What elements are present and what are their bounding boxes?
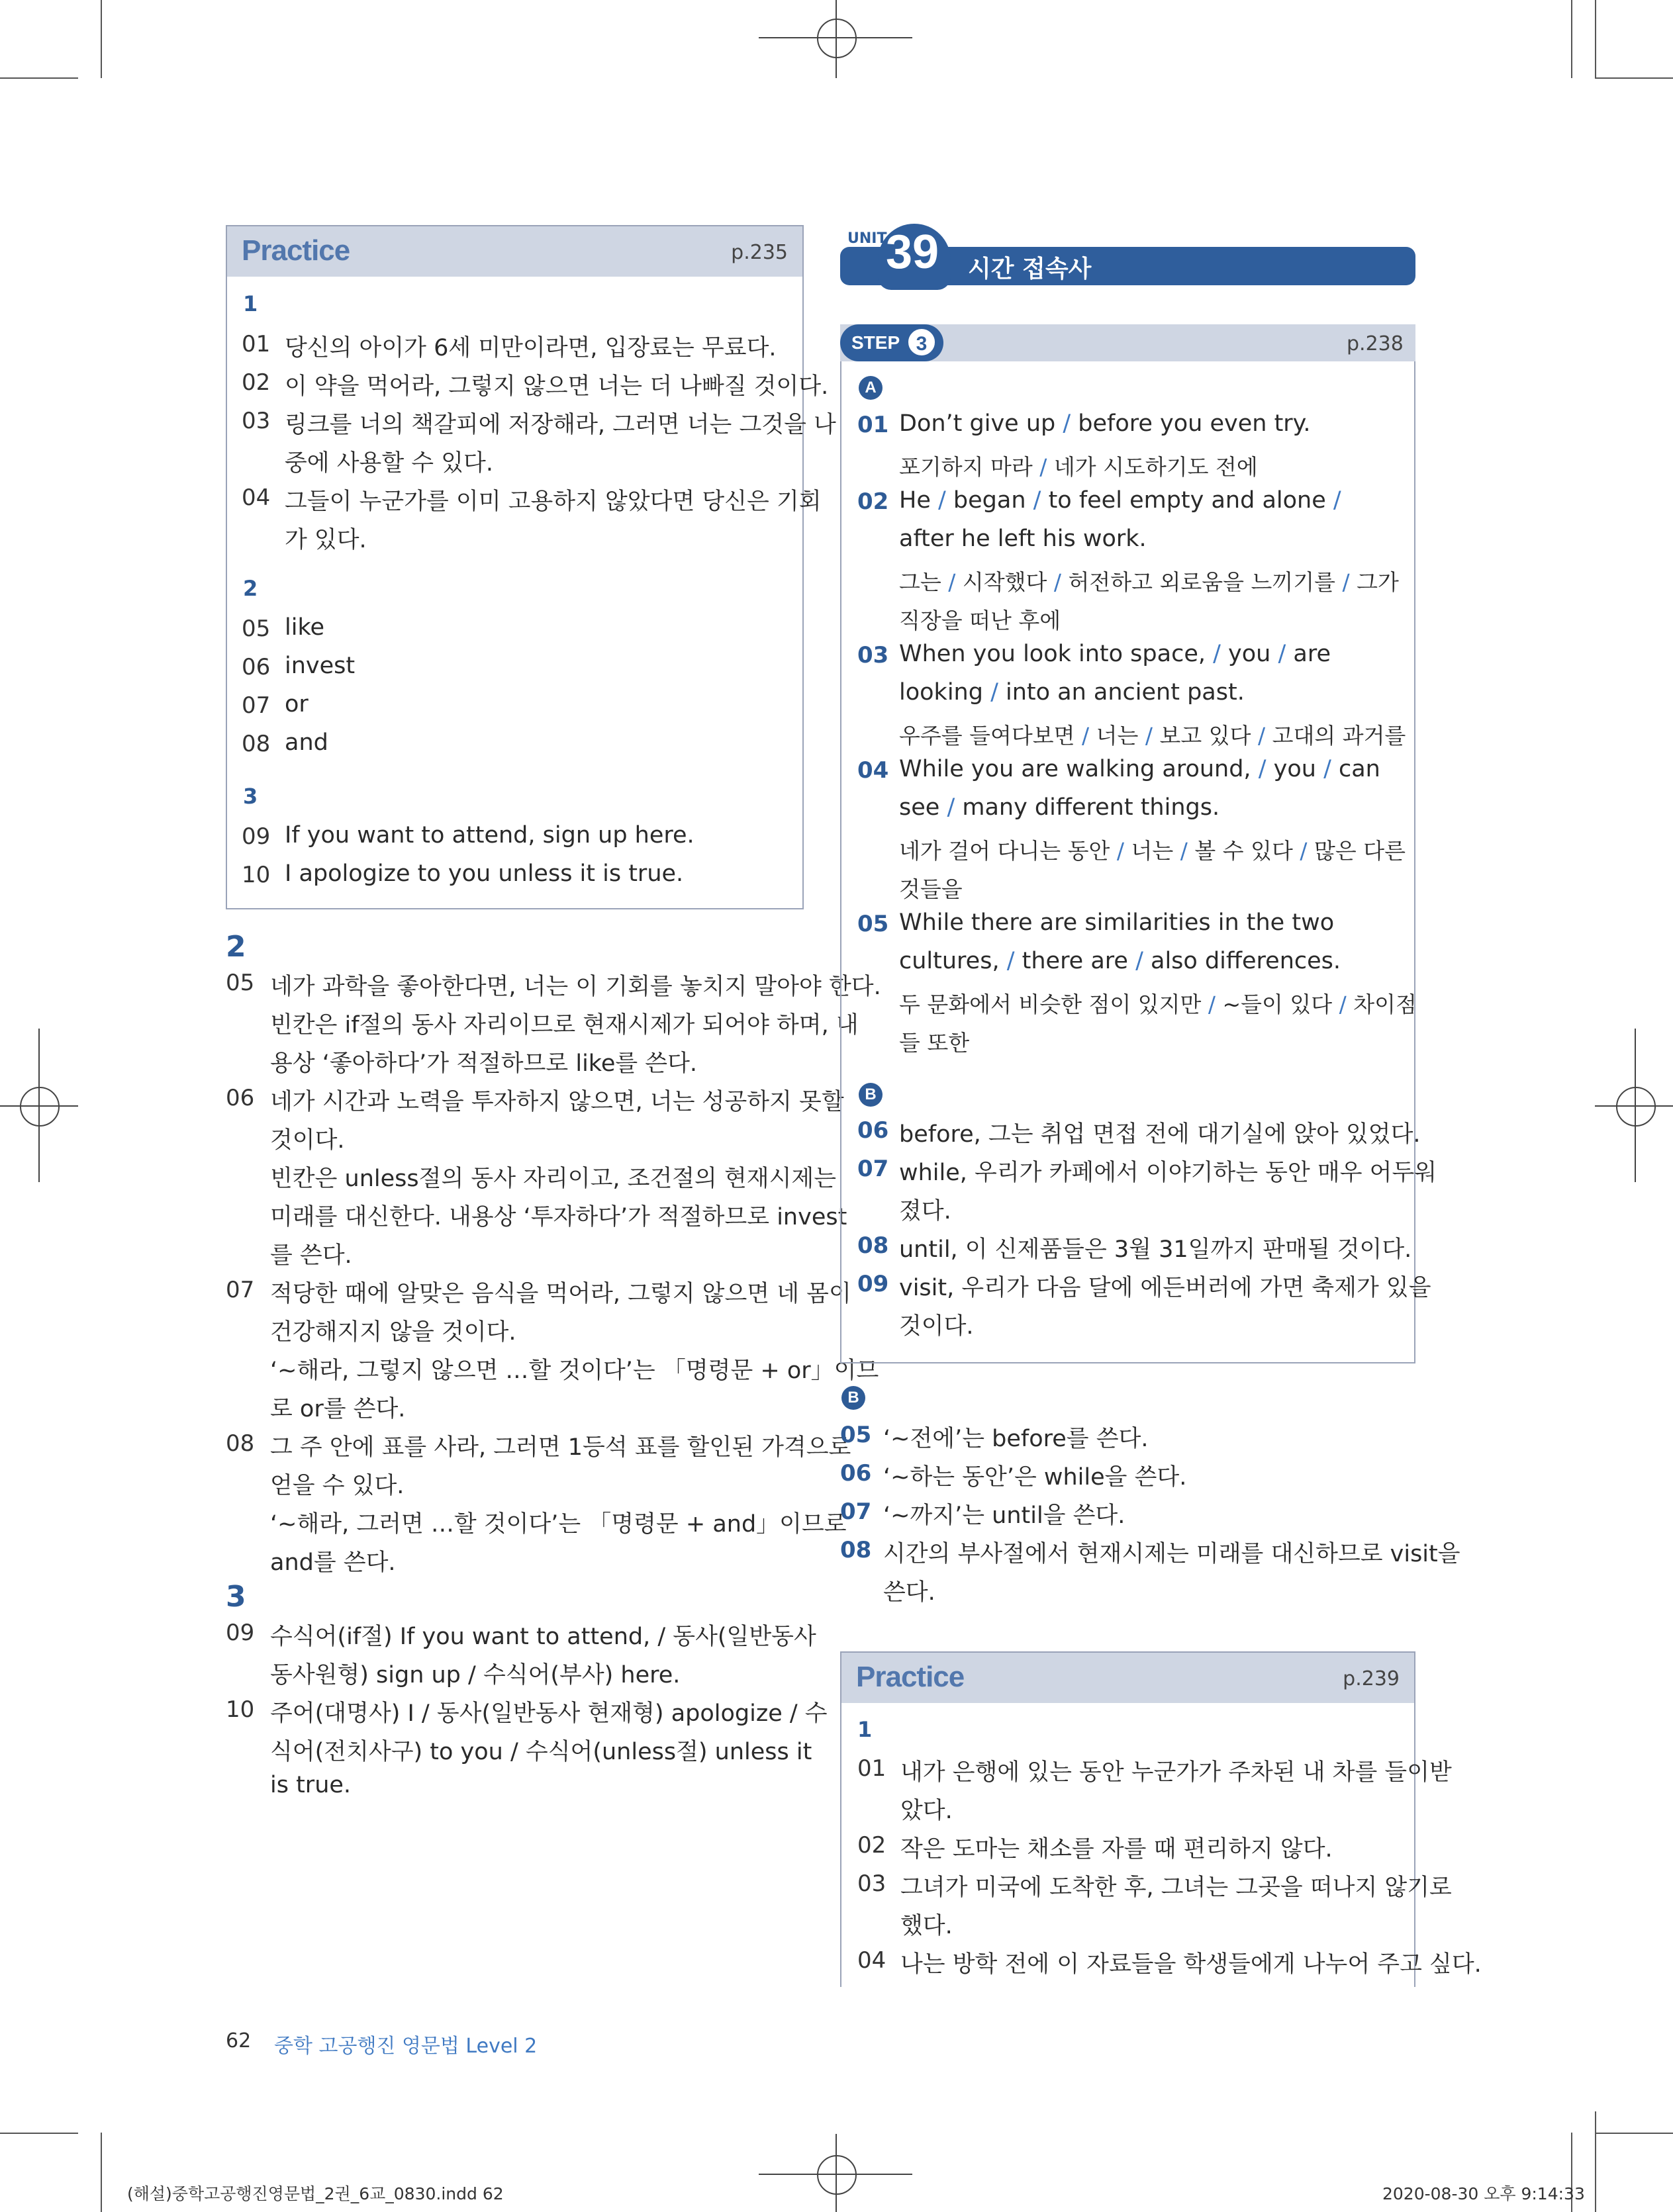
slash-separator: / bbox=[1333, 487, 1341, 514]
item-text: 건강해지지 않을 것이다. bbox=[270, 1319, 516, 1346]
slash-separator: / bbox=[1135, 948, 1143, 974]
item-number: 06 bbox=[857, 1117, 889, 1144]
slash-separator: / bbox=[990, 679, 998, 706]
item-text: ‘~하는 동안’은 while을 쓴다. bbox=[883, 1464, 1187, 1491]
slash-separator: / bbox=[1258, 723, 1266, 749]
page-reference: p.235 bbox=[731, 241, 788, 264]
section-label: 3 bbox=[243, 784, 258, 809]
item-text: 것이다. bbox=[899, 1313, 974, 1340]
item-text: 링크를 너의 책갈피에 저장해라, 그러면 너는 그것을 나 bbox=[285, 412, 836, 438]
item-number: 04 bbox=[857, 757, 889, 784]
item-number: 05 bbox=[857, 911, 889, 937]
item-text: 식어(전치사구) to you / 수식어(unless절) unless it bbox=[270, 1739, 812, 1765]
item-number: 08 bbox=[857, 1232, 889, 1259]
book-title: 중학 고공행진 영문법 Level 2 bbox=[274, 2035, 538, 2058]
item-text: 그녀가 미국에 도착한 후, 그녀는 그곳을 떠나지 않기로 bbox=[900, 1874, 1452, 1901]
item-text: 로 or를 쓴다. bbox=[270, 1396, 406, 1422]
item-number: 05 bbox=[226, 970, 255, 996]
item-text: 그 주 안에 표를 사라, 그러면 1등석 표를 할인된 가격으로 bbox=[270, 1434, 851, 1461]
item-number: 07 bbox=[857, 1156, 889, 1182]
item-number: 09 bbox=[857, 1271, 889, 1297]
item-number: 05 bbox=[242, 616, 271, 642]
page-reference: p.238 bbox=[1347, 332, 1404, 355]
section-badge-b: B bbox=[841, 1386, 865, 1410]
slash-separator: / bbox=[1323, 756, 1331, 782]
item-number: 09 bbox=[226, 1620, 255, 1646]
step-number: 3 bbox=[906, 327, 937, 357]
item-text: invest bbox=[285, 653, 356, 679]
item-text: 내가 은행에 있는 동안 누군가가 주차된 내 차를 들이받 bbox=[900, 1759, 1452, 1786]
english-line: While you are walking around, / you / can bbox=[899, 756, 1380, 782]
item-text: while, 우리가 카페에서 이야기하는 동안 매우 어두워 bbox=[899, 1160, 1437, 1186]
english-line: after he left his work. bbox=[899, 526, 1147, 552]
korean-line: 직장을 떠난 후에 bbox=[899, 608, 1061, 633]
unit-title: 시간 접속사 bbox=[968, 255, 1092, 283]
step-label: STEP bbox=[851, 332, 900, 353]
korean-line: 포기하지 마라 / 네가 시도하기도 전에 bbox=[899, 454, 1258, 480]
slash-separator: / bbox=[948, 569, 956, 595]
crop-mark bbox=[1595, 2111, 1596, 2212]
item-text: or bbox=[285, 691, 309, 717]
item-text: 았다. bbox=[900, 1798, 953, 1824]
item-number: 06 bbox=[242, 654, 271, 680]
item-text: visit, 우리가 다음 달에 에든버러에 가면 축제가 있을 bbox=[899, 1275, 1431, 1301]
section-badge-b: B bbox=[859, 1083, 883, 1107]
item-text: I apologize to you unless it is true. bbox=[285, 860, 684, 887]
item-text: 빈칸은 unless절의 동사 자리이고, 조건절의 현재시제는 bbox=[270, 1166, 837, 1192]
item-text: 당신의 아이가 6세 미만이라면, 입장료는 무료다. bbox=[285, 335, 777, 361]
registration-mark bbox=[1616, 1087, 1656, 1127]
registration-mark bbox=[817, 19, 857, 58]
practice-header bbox=[227, 226, 802, 277]
english-line: cultures, / there are / also differences. bbox=[899, 948, 1341, 974]
section-label: 1 bbox=[243, 291, 258, 316]
slash-separator: / bbox=[1033, 487, 1041, 514]
registration-line bbox=[38, 1029, 40, 1182]
registration-mark bbox=[817, 2155, 857, 2195]
korean-line: 네가 걸어 다니는 동안 / 너는 / 볼 수 있다 / 많은 다른 bbox=[899, 838, 1406, 864]
korean-line: 우주를 들여다보면 / 너는 / 보고 있다 / 고대의 과거를 bbox=[899, 723, 1406, 749]
practice-header bbox=[841, 1653, 1414, 1703]
item-text: 했다. bbox=[900, 1913, 953, 1939]
crop-mark bbox=[0, 2133, 78, 2134]
item-number: 09 bbox=[242, 823, 271, 850]
registration-line bbox=[1635, 1029, 1636, 1182]
item-text: 졌다. bbox=[899, 1198, 951, 1224]
unit-number: 39 bbox=[886, 226, 939, 279]
crop-mark bbox=[1571, 0, 1572, 78]
item-text: until, 이 신제품들은 3월 31일까지 판매될 것이다. bbox=[899, 1236, 1412, 1263]
item-text: 얻을 수 있다. bbox=[270, 1473, 405, 1499]
item-number: 01 bbox=[242, 331, 271, 357]
item-text: 주어(대명사) I / 동사(일반동사 현재형) apologize / 수 bbox=[270, 1700, 828, 1727]
crop-mark bbox=[1595, 2133, 1673, 2134]
slash-separator: / bbox=[947, 794, 955, 821]
registration-mark bbox=[20, 1087, 60, 1127]
item-number: 04 bbox=[857, 1947, 886, 1974]
item-text: 수식어(if절) If you want to attend, / 동사(일반동사 bbox=[270, 1624, 816, 1650]
item-number: 07 bbox=[840, 1498, 872, 1525]
crop-mark bbox=[0, 77, 78, 79]
item-text: 시간의 부사절에서 현재시제는 미래를 대신하므로 visit을 bbox=[883, 1541, 1460, 1567]
slash-separator: / bbox=[1339, 991, 1347, 1017]
english-line: When you look into space, / you / are bbox=[899, 641, 1331, 667]
item-number: 02 bbox=[242, 369, 271, 396]
item-text: 가 있다. bbox=[285, 527, 367, 553]
item-number: 08 bbox=[226, 1430, 255, 1457]
item-number: 01 bbox=[857, 1755, 886, 1782]
slash-separator: / bbox=[1180, 838, 1188, 864]
korean-line: 것들을 bbox=[899, 876, 963, 902]
item-text: before, 그는 취업 면접 전에 대기실에 앉아 있었다. bbox=[899, 1121, 1421, 1148]
english-line: Don’t give up / before you even try. bbox=[899, 410, 1311, 437]
crop-mark bbox=[1595, 0, 1596, 78]
slash-separator: / bbox=[1342, 569, 1350, 595]
english-line: While there are similarities in the two bbox=[899, 909, 1335, 936]
item-number: 02 bbox=[857, 488, 889, 515]
item-number: 06 bbox=[840, 1460, 872, 1487]
english-line: looking / into an ancient past. bbox=[899, 679, 1245, 706]
item-number: 08 bbox=[242, 731, 271, 757]
item-number: 10 bbox=[242, 862, 271, 888]
item-text: 네가 과학을 좋아한다면, 너는 이 기회를 놓치지 말아야 한다. bbox=[270, 974, 881, 1000]
item-text: like bbox=[285, 614, 325, 641]
slash-separator: / bbox=[1300, 838, 1308, 864]
print-timestamp: 2020-08-30 오후 9:14:33 bbox=[1382, 2184, 1585, 2203]
slash-separator: / bbox=[1116, 838, 1124, 864]
item-number: 07 bbox=[226, 1277, 255, 1303]
item-text: ‘~해라, 그러면 …할 것이다’는 「명령문 + and」이므로 bbox=[270, 1511, 847, 1538]
item-text: is true. bbox=[270, 1772, 352, 1798]
section-label: 1 bbox=[857, 1717, 873, 1742]
registration-line bbox=[1595, 1105, 1673, 1107]
english-line: He / began / to feel empty and alone / bbox=[899, 487, 1341, 514]
section-badge-a: A bbox=[859, 376, 883, 400]
item-number: 06 bbox=[226, 1085, 255, 1111]
item-text: If you want to attend, sign up here. bbox=[285, 822, 694, 849]
item-number: 07 bbox=[242, 692, 271, 719]
item-number: 04 bbox=[242, 484, 271, 511]
registration-line bbox=[836, 2134, 837, 2212]
korean-line: 두 문화에서 비슷한 점이 있지만 / ~들이 있다 / 차이점 bbox=[899, 991, 1417, 1017]
korean-line: 들 또한 bbox=[899, 1030, 970, 1056]
practice-title: Practice bbox=[242, 234, 350, 267]
registration-line bbox=[836, 0, 837, 78]
item-text: 중에 사용할 수 있다. bbox=[285, 450, 493, 477]
item-number: 10 bbox=[226, 1696, 255, 1723]
item-number: 01 bbox=[857, 412, 889, 438]
section-label: 2 bbox=[243, 576, 258, 601]
item-text: ‘~까지’는 until을 쓴다. bbox=[883, 1502, 1125, 1529]
item-text: 이 약을 먹어라, 그렇지 않으면 너는 더 나빠질 것이다. bbox=[285, 373, 829, 400]
slash-separator: / bbox=[1208, 991, 1216, 1017]
item-text: 나는 방학 전에 이 자료들을 학생들에게 나누어 주고 싶다. bbox=[900, 1951, 1482, 1978]
page-number: 62 bbox=[226, 2029, 252, 2052]
slash-separator: / bbox=[1039, 454, 1047, 480]
page-reference: p.239 bbox=[1343, 1667, 1400, 1690]
slash-separator: / bbox=[1278, 641, 1286, 667]
item-number: 03 bbox=[242, 408, 271, 434]
item-number: 08 bbox=[840, 1537, 872, 1563]
item-text: 를 쓴다. bbox=[270, 1242, 352, 1269]
slash-separator: / bbox=[1145, 723, 1153, 749]
item-text: and를 쓴다. bbox=[270, 1549, 396, 1576]
item-text: 빈칸은 if절의 동사 자리이므로 현재시제가 되어야 하며, 내 bbox=[270, 1012, 859, 1038]
file-slug: (해설)중학고공행진영문법_2권_6교_0830.indd 62 bbox=[127, 2184, 504, 2203]
item-number: 05 bbox=[840, 1422, 872, 1448]
item-text: 쓴다. bbox=[883, 1579, 935, 1606]
unit-label: UNIT bbox=[847, 230, 887, 247]
crop-mark bbox=[101, 2133, 102, 2212]
slash-separator: / bbox=[937, 487, 946, 514]
item-text: ‘~해라, 그렇지 않으면 …할 것이다’는 「명령문 + or」이므 bbox=[270, 1358, 879, 1384]
section-label: 3 bbox=[226, 1580, 246, 1614]
slash-separator: / bbox=[1258, 756, 1267, 782]
slash-separator: / bbox=[1053, 569, 1061, 595]
item-number: 03 bbox=[857, 642, 889, 668]
item-number: 02 bbox=[857, 1832, 886, 1859]
english-line: see / many different things. bbox=[899, 794, 1220, 821]
item-text: 적당한 때에 알맞은 음식을 먹어라, 그렇지 않으면 네 몸이 bbox=[270, 1281, 851, 1307]
item-number: 03 bbox=[857, 1870, 886, 1897]
item-text: 동사원형) sign up / 수식어(부사) here. bbox=[270, 1662, 681, 1688]
item-text: 네가 시간과 노력을 투자하지 않으면, 너는 성공하지 못할 bbox=[270, 1089, 844, 1115]
slash-separator: / bbox=[1082, 723, 1090, 749]
practice-box-left bbox=[226, 225, 804, 909]
item-text: and bbox=[285, 729, 328, 756]
item-text: ‘~전에’는 before를 쓴다. bbox=[883, 1426, 1149, 1452]
crop-mark bbox=[101, 0, 102, 78]
item-text: 것이다. bbox=[270, 1127, 345, 1154]
item-text: 용상 ‘좋아하다’가 적절하므로 like를 쓴다. bbox=[270, 1050, 698, 1077]
section-label: 2 bbox=[226, 930, 246, 964]
crop-mark bbox=[1595, 77, 1673, 79]
item-text: 미래를 대신한다. 내용상 ‘투자하다’가 적절하므로 invest bbox=[270, 1204, 847, 1230]
item-text: 작은 도마는 채소를 자를 때 편리하지 않다. bbox=[900, 1836, 1333, 1863]
slash-separator: / bbox=[1063, 410, 1071, 437]
practice-title: Practice bbox=[856, 1661, 965, 1693]
item-text: 그들이 누군가를 이미 고용하지 않았다면 당신은 기회 bbox=[285, 488, 822, 515]
slash-separator: / bbox=[1006, 948, 1015, 974]
korean-line: 그는 / 시작했다 / 허전하고 외로움을 느끼기를 / 그가 bbox=[899, 569, 1399, 595]
slash-separator: / bbox=[1213, 641, 1221, 667]
